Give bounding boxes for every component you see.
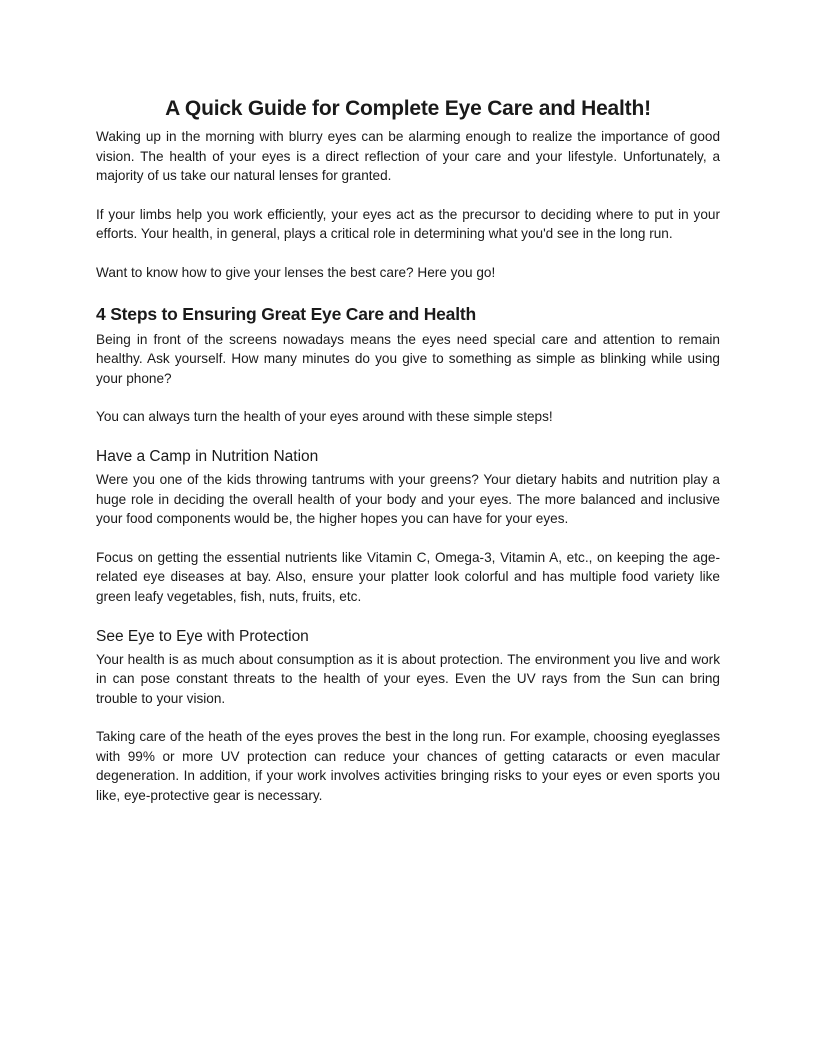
subsection-paragraph: Focus on getting the essential nutrients like Vitamin C, Omega-3, Vitamin A, etc., on keeping the age-related eye diseases at bay. Also, ensure your platter look colorful and has multiple food variety like green leafy vegetables, fish, nuts, fruits, etc. (96, 549, 720, 604)
section-paragraph: You can always turn the health of your eyes around with these simple steps! (96, 409, 553, 425)
document-page (96, 95, 720, 825)
subsection-paragraph: Your health is as much about consumption as it is about protection. The environment you live and work in can pose constant threats to the health of your eyes. Even the UV rays from the Sun can bring trouble to your vision. (96, 651, 720, 706)
page-title: A Quick Guide for Complete Eye Care and Health! (165, 97, 651, 120)
subsection-paragraph: Taking care of the heath of the eyes proves the best in the long run. For example, choosing eyeglasses with 99% or more UV protection can reduce your chances of getting cataracts or even macular degeneration. In addition, if your work involves activities bringing risks to your eyes or even sports you like, eye-protective gear is necessary. (96, 729, 720, 804)
subsection-paragraph: Were you one of the kids throwing tantrums with your greens? Your dietary habits and nutrition play a huge role in deciding the overall health of your body and your eyes. The more balanced and inclusive your food components would be, the higher hopes you can have for your eyes. (96, 471, 720, 527)
intro-paragraph: Want to know how to give your lenses the best care? Here you go! (96, 264, 496, 280)
intro-paragraph: Waking up in the morning with blurry eyes can be alarming enough to realize the importance of good vision. The health of your eyes is a direct reflection of your care and your lifestyle. Unfortunately, a majority of us take our natural lenses for granted. (96, 129, 720, 184)
subsection-heading-nutrition: Have a Camp in Nutrition Nation (96, 447, 319, 465)
section-paragraph: Being in front of the screens nowadays means the eyes need special care and attention to remain healthy. Ask yourself. How many minutes do you give to something as simple as blinking while using your phone? (96, 331, 720, 386)
intro-paragraph: If your limbs help you work efficiently, your eyes act as the precursor to deciding where to put in your efforts. Your health, in general, plays a critical role in determining what you'd see in the long run. (96, 206, 720, 242)
section-heading: 4 Steps to Ensuring Great Eye Care and Health (96, 303, 476, 324)
subsection-heading-protection: See Eye to Eye with Protection (96, 627, 309, 645)
